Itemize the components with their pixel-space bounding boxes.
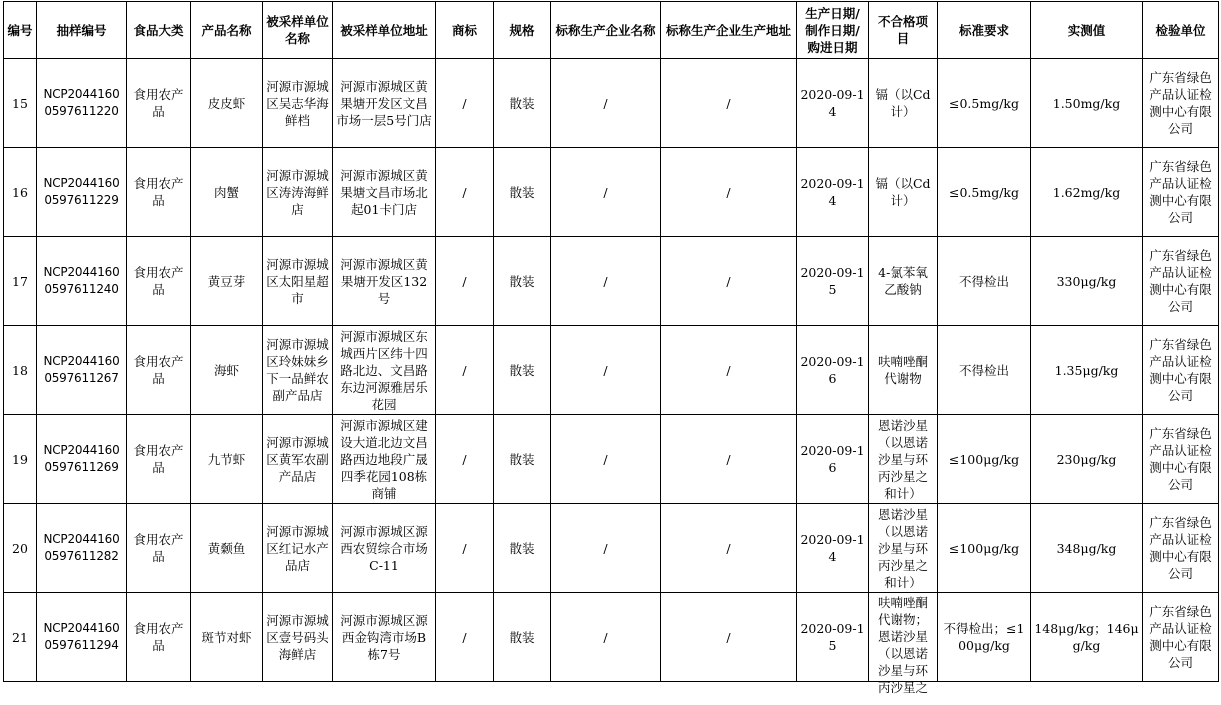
cell-sample-id: NCP20441600597611269	[37, 415, 127, 504]
cell-no: 16	[4, 148, 37, 237]
cell-sample-id: NCP20441600597611220	[37, 59, 127, 148]
cell-standard: 不得检出	[938, 326, 1031, 415]
cell-sampled-address: 河源市源城区东城西片区纬十四路北边、文昌路东边河源雅居乐花园	[333, 326, 436, 415]
cell-product: 肉蟹	[191, 148, 263, 237]
header-lab: 检验单位	[1143, 2, 1219, 59]
cell-no: 18	[4, 326, 37, 415]
cell-brand: /	[436, 415, 494, 504]
cell-no: 15	[4, 59, 37, 148]
cell-standard: ≤0.5mg/kg	[938, 148, 1031, 237]
cell-measured: 1.62mg/kg	[1031, 148, 1143, 237]
cell-measured: 148μg/kg；146μg/kg	[1031, 593, 1143, 682]
cell-maker-address: /	[661, 59, 797, 148]
cell-product: 海虾	[191, 326, 263, 415]
cell-maker-address: /	[661, 237, 797, 326]
cell-sampled-unit: 河源市源城区玲妹妹乡下一品鲜农副产品店	[263, 326, 333, 415]
cell-sampled-address: 河源市源城区源西金钩湾市场B栋7号	[333, 593, 436, 682]
cell-maker: /	[551, 326, 661, 415]
cell-lab: 广东省绿色产品认证检测中心有限公司	[1143, 504, 1219, 593]
header-sample-id: 抽样编号	[37, 2, 127, 59]
cell-date: 2020-09-16	[797, 415, 869, 504]
table-row	[4, 59, 1219, 148]
cell-sample-id: NCP20441600597611240	[37, 237, 127, 326]
cell-maker: /	[551, 504, 661, 593]
cell-standard: 不得检出	[938, 237, 1031, 326]
cell-measured: 230μg/kg	[1031, 415, 1143, 504]
cell-no: 21	[4, 593, 37, 682]
cell-maker: /	[551, 593, 661, 682]
cell-standard: ≤100μg/kg	[938, 415, 1031, 504]
header-maker-address: 标称生产企业生产地址	[661, 2, 797, 59]
cell-spec: 散装	[494, 237, 551, 326]
cell-date: 2020-09-16	[797, 326, 869, 415]
cell-no: 19	[4, 415, 37, 504]
cell-sampled-unit: 河源市源城区黄军农副产品店	[263, 415, 333, 504]
cell-category: 食用农产品	[127, 148, 191, 237]
cell-standard: ≤0.5mg/kg	[938, 59, 1031, 148]
table-row	[4, 415, 1219, 504]
cell-sampled-unit: 河源市源城区太阳星超市	[263, 237, 333, 326]
cell-date: 2020-09-14	[797, 504, 869, 593]
cell-failed-item: 呋喃唑酮代谢物	[869, 326, 938, 415]
header-product: 产品名称	[191, 2, 263, 59]
cell-sampled-address: 河源市源城区建设大道北边文昌路西边地段广晟四季花园108栋商铺	[333, 415, 436, 504]
cell-category: 食用农产品	[127, 504, 191, 593]
cell-category: 食用农产品	[127, 326, 191, 415]
cell-lab: 广东省绿色产品认证检测中心有限公司	[1143, 593, 1219, 682]
cell-sampled-unit: 河源市源城区涛涛海鲜店	[263, 148, 333, 237]
header-spec: 规格	[494, 2, 551, 59]
failed-item-text: 呋喃唑酮代谢物；恩诺沙星（以恩诺沙星与环丙沙星之	[877, 594, 928, 695]
header-failed-item: 不合格项目	[869, 2, 938, 59]
cell-maker-address: /	[661, 415, 797, 504]
cell-sampled-address: 河源市源城区黄果塘开发区132号	[333, 237, 436, 326]
cell-lab: 广东省绿色产品认证检测中心有限公司	[1143, 415, 1219, 504]
header-maker: 标称生产企业名称	[551, 2, 661, 59]
cell-category: 食用农产品	[127, 59, 191, 148]
cell-product: 斑节对虾	[191, 593, 263, 682]
inspection-results-table	[3, 1, 1219, 695]
header-date: 生产日期/制作日期/购进日期	[797, 2, 869, 59]
cell-brand: /	[436, 148, 494, 237]
table-row	[4, 326, 1219, 415]
cell-lab: 广东省绿色产品认证检测中心有限公司	[1143, 237, 1219, 326]
cell-spec: 散装	[494, 148, 551, 237]
header-brand: 商标	[436, 2, 494, 59]
cell-measured: 330μg/kg	[1031, 237, 1143, 326]
cell-brand: /	[436, 504, 494, 593]
cell-lab: 广东省绿色产品认证检测中心有限公司	[1143, 59, 1219, 148]
cell-maker: /	[551, 237, 661, 326]
cell-failed-item: 镉（以Cd计）	[869, 59, 938, 148]
cell-category: 食用农产品	[127, 237, 191, 326]
cell-no: 20	[4, 504, 37, 593]
cell-sample-id: NCP20441600597611282	[37, 504, 127, 593]
cell-category: 食用农产品	[127, 415, 191, 504]
cell-spec: 散装	[494, 415, 551, 504]
cell-maker-address: /	[661, 326, 797, 415]
cell-failed-item: 镉（以Cd计）	[869, 148, 938, 237]
cell-maker: /	[551, 59, 661, 148]
table-row	[4, 148, 1219, 237]
cell-date: 2020-09-15	[797, 237, 869, 326]
cell-lab: 广东省绿色产品认证检测中心有限公司	[1143, 326, 1219, 415]
cell-product: 黄豆芽	[191, 237, 263, 326]
cell-maker-address: /	[661, 593, 797, 682]
cell-measured: 1.50mg/kg	[1031, 59, 1143, 148]
cell-lab: 广东省绿色产品认证检测中心有限公司	[1143, 148, 1219, 237]
cell-date: 2020-09-14	[797, 59, 869, 148]
cell-spec: 散装	[494, 59, 551, 148]
cell-failed-item: 4-氯苯氧乙酸钠	[869, 237, 938, 326]
cell-maker-address: /	[661, 148, 797, 237]
cell-maker-address: /	[661, 504, 797, 593]
cell-date: 2020-09-15	[797, 593, 869, 682]
cell-maker: /	[551, 415, 661, 504]
cell-no: 17	[4, 237, 37, 326]
table-row	[4, 237, 1219, 326]
header-sampled-unit: 被采样单位名称	[263, 2, 333, 59]
cell-product: 皮皮虾	[191, 59, 263, 148]
header-measured: 实测值	[1031, 2, 1143, 59]
cell-brand: /	[436, 237, 494, 326]
cell-sample-id: NCP20441600597611267	[37, 326, 127, 415]
cell-failed-item: 恩诺沙星（以恩诺沙星与环丙沙星之和计）	[869, 504, 938, 593]
cell-product: 九节虾	[191, 415, 263, 504]
cell-sampled-address: 河源市源城区黄果塘文昌市场北起01卡门店	[333, 148, 436, 237]
cell-failed-item	[869, 593, 938, 695]
cell-brand: /	[436, 59, 494, 148]
cell-measured: 1.35μg/kg	[1031, 326, 1143, 415]
cell-sampled-unit: 河源市源城区壹号码头海鲜店	[263, 593, 333, 682]
cell-category: 食用农产品	[127, 593, 191, 682]
cell-measured: 348μg/kg	[1031, 504, 1143, 593]
cell-spec: 散装	[494, 326, 551, 415]
header-standard: 标准要求	[938, 2, 1031, 59]
cell-maker: /	[551, 148, 661, 237]
cell-brand: /	[436, 593, 494, 682]
cell-standard: ≤100μg/kg	[938, 504, 1031, 593]
cell-date: 2020-09-14	[797, 148, 869, 237]
cell-sampled-unit: 河源市源城区吴志华海鲜档	[263, 59, 333, 148]
header-category: 食品大类	[127, 2, 191, 59]
cell-standard: 不得检出；≤100μg/kg	[938, 593, 1031, 682]
cell-failed-item: 恩诺沙星（以恩诺沙星与环丙沙星之和计）	[869, 415, 938, 504]
cell-sample-id: NCP20441600597611294	[37, 593, 127, 682]
cell-brand: /	[436, 326, 494, 415]
cell-spec: 散装	[494, 504, 551, 593]
cell-sampled-unit: 河源市源城区红记水产品店	[263, 504, 333, 593]
header-row	[4, 2, 1219, 59]
cell-sampled-address: 河源市源城区黄果塘开发区文昌市场一层5号门店	[333, 59, 436, 148]
cell-sampled-address: 河源市源城区源西农贸综合市场C-11	[333, 504, 436, 593]
table-row	[4, 504, 1219, 593]
cell-product: 黄颡鱼	[191, 504, 263, 593]
header-sampled-address: 被采样单位地址	[333, 2, 436, 59]
cell-sample-id: NCP20441600597611229	[37, 148, 127, 237]
table-row	[4, 593, 1219, 682]
cell-spec: 散装	[494, 593, 551, 682]
header-no: 编号	[4, 2, 37, 59]
